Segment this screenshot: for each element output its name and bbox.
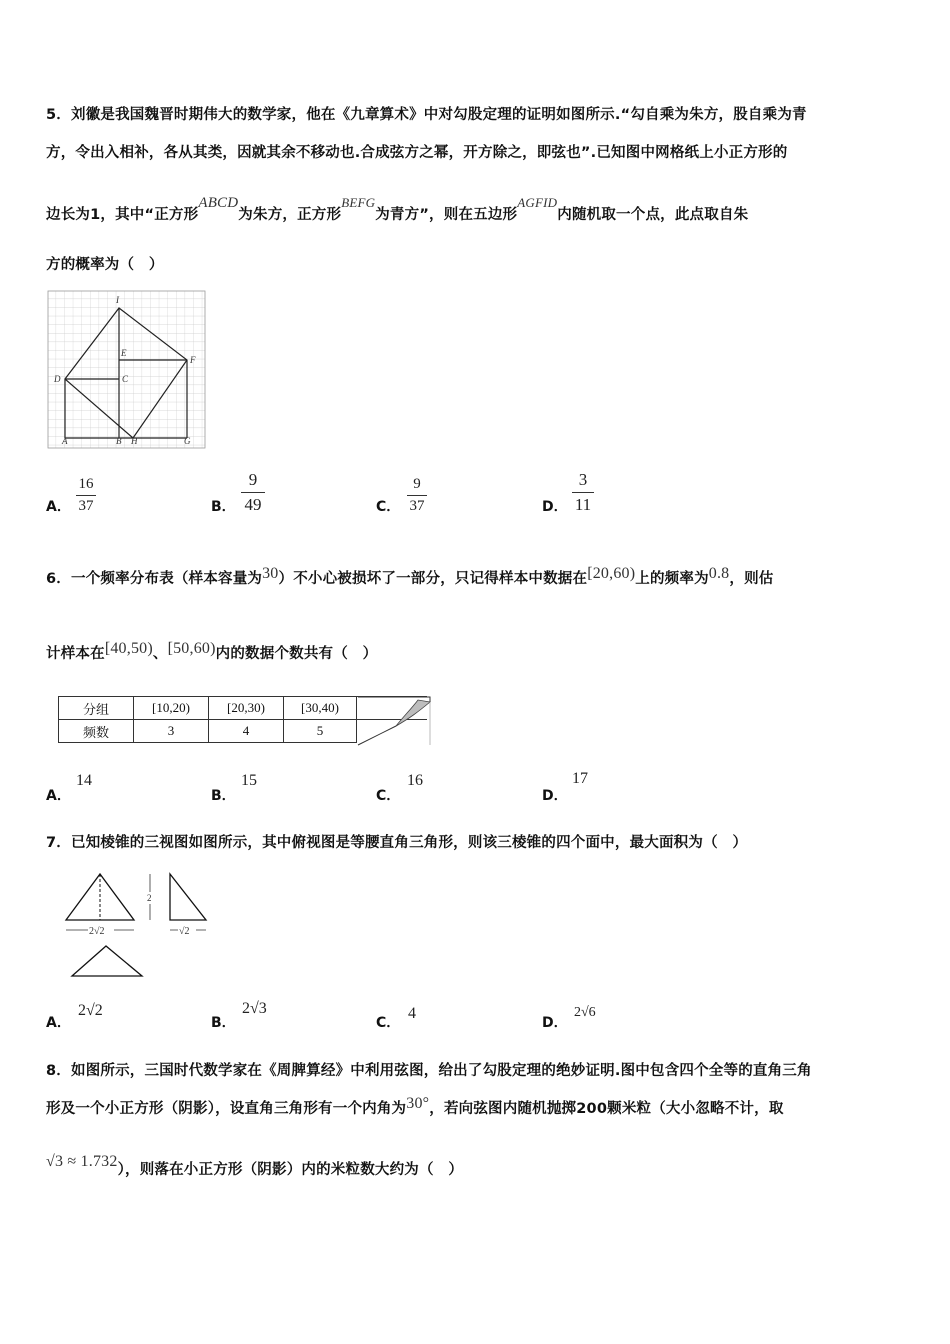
label-g: G (184, 436, 191, 446)
math-0-8: 0.8 (708, 565, 730, 582)
q6-option-c-value: 16 (407, 772, 423, 789)
table-cell: [10,20) (134, 697, 209, 720)
q7-three-view-figure (60, 868, 220, 983)
q6-option-a-value: 14 (76, 772, 92, 789)
q6-option-c-label: C． (376, 788, 401, 804)
q7-text: 7．已知棱锥的三视图如图所示，其中俯视图是等腰直角三角形，则该三棱锥的四个面中，最大面积为（ ） (46, 835, 748, 851)
q6-text-line1: 6．一个频率分布表（样本容量为30）不小心被损坏了一部分，只记得样本中数据在[20,60)上的频率为0.8，则估 (46, 565, 774, 587)
q7-option-c-label: C． (376, 1015, 401, 1031)
table-cell: 4 (209, 720, 284, 743)
q5-option-a-fraction: 16 37 (76, 476, 96, 515)
math-abcd: ABCD (198, 195, 239, 211)
q6-option-b-label: B． (211, 788, 236, 804)
table-header-frequency: 频数 (59, 720, 134, 743)
table-cell: 3 (134, 720, 209, 743)
q5-option-b-fraction: 9 49 (241, 470, 265, 515)
q5-option-d-fraction: 3 11 (572, 470, 594, 515)
q7-option-a-label: A． (46, 1015, 71, 1031)
q5-option-a-label: A． (46, 499, 71, 515)
q5-option-c-fraction: 9 37 (407, 476, 427, 515)
label-c: C (122, 374, 129, 384)
q7-option-c-value: 4 (408, 1005, 416, 1022)
q5-geometry-figure (47, 290, 207, 450)
label-f: F (190, 355, 196, 365)
q5-option-b-label: B． (211, 499, 236, 515)
q6-text-line2: 计样本在[40,50)、[50,60)内的数据个数共有（ ） (46, 640, 378, 662)
table-cell: [30,40) (284, 697, 357, 720)
q5-option-c-label: C． (376, 499, 401, 515)
q5-text-line1: 5．刘徽是我国魏晋时期伟大的数学家，他在《九章算术》中对勾股定理的证明如图所示.“勾自乘为朱方，股自乘为青 (46, 107, 807, 123)
math-interval-40-50: [40,50) (104, 640, 153, 657)
q6-option-a-label: A． (46, 788, 71, 804)
label-d: D (54, 374, 61, 384)
math-sqrt3-approx: √3 ≈ 1.732 (46, 1153, 118, 1170)
math-befg: BEFG (341, 195, 376, 210)
q7-option-d-value: 2√6 (574, 1005, 596, 1020)
q5-text-line4: 方的概率为（ ） (46, 257, 164, 273)
top-view (72, 946, 142, 976)
q5-option-d-label: D． (542, 499, 568, 515)
torn-corner-graphic (356, 696, 432, 746)
math-30: 30 (262, 565, 279, 582)
q7-option-b-value: 2√3 (242, 1000, 267, 1017)
q6-option-b-value: 15 (241, 772, 257, 789)
q6-option-d-value: 17 (572, 770, 588, 787)
label-a: A (62, 436, 68, 446)
dim-height: 2 (147, 893, 152, 903)
dim-front-width: 2√2 (89, 926, 105, 937)
dim-side-width: √2 (179, 926, 190, 937)
math-agfid: AGFID (517, 195, 558, 210)
q6-option-d-label: D． (542, 788, 568, 804)
label-i: I (116, 295, 119, 305)
q8-text-line3: √3 ≈ 1.732），则落在小正方形（阴影）内的米粒数大约为（ ） (46, 1153, 464, 1178)
q5-text-line3: 边长为1，其中“正方形ABCD为朱方，正方形BEFG为青方”，则在五边形AGFID内随机取一个点，此点取自朱 (46, 195, 749, 223)
table-header-group: 分组 (59, 697, 134, 720)
math-interval-50-60: [50,60) (167, 640, 216, 657)
q7-option-a-value: 2√2 (78, 1002, 103, 1019)
label-e: E (121, 348, 127, 358)
label-b: B (116, 436, 122, 446)
table-cell: 5 (284, 720, 357, 743)
q8-text-line2: 形及一个小正方形（阴影），设直角三角形有一个内角为30°，若向弦图内随机抛掷200颗米粒（大小忽略不计，取 (46, 1095, 784, 1117)
q8-text-line1: 8．如图所示，三国时代数学家在《周脾算经》中利用弦图，给出了勾股定理的绝妙证明.图中包含四个全等的直角三角 (46, 1063, 812, 1079)
table-cell: [20,30) (209, 697, 284, 720)
q5-text-line2: 方，令出入相补，各从其类，因就其余不移动也.合成弦方之幂，开方除之，即弦也”.已知图中网格纸上小正方形的 (46, 145, 788, 161)
label-h: H (131, 436, 138, 446)
side-view (170, 874, 206, 920)
math-30-degrees: 30° (406, 1095, 430, 1112)
q7-option-b-label: B． (211, 1015, 236, 1031)
math-interval-20-60: [20,60) (587, 565, 636, 582)
q7-option-d-label: D． (542, 1015, 568, 1031)
